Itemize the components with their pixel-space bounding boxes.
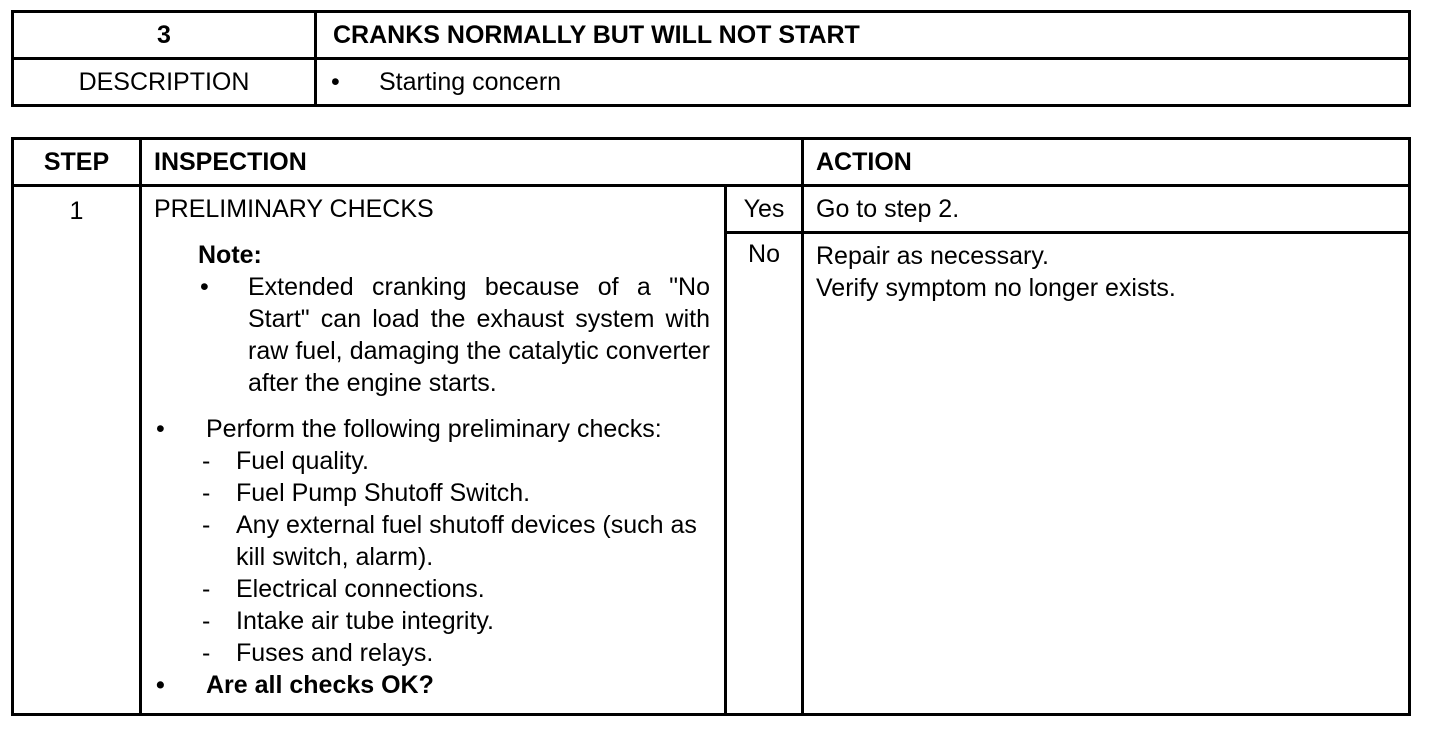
check-dash: - xyxy=(202,574,211,603)
check-item xyxy=(154,509,710,573)
note-block xyxy=(154,239,710,399)
check-item xyxy=(154,605,710,637)
check-text: Intake air tube integrity. xyxy=(236,606,495,635)
check-text: Any external fuel shutoff devices (such as kill switch, alarm). xyxy=(236,510,697,571)
description-label: DESCRIPTION xyxy=(13,59,316,106)
question-text: Are all checks OK? xyxy=(206,670,434,699)
check-item xyxy=(154,445,710,477)
yes-label: Yes xyxy=(726,186,803,233)
check-item xyxy=(154,573,710,605)
yes-action: Go to step 2. xyxy=(803,186,1410,233)
note-item xyxy=(198,271,710,399)
check-dash: - xyxy=(202,606,211,635)
description-cell xyxy=(316,59,1410,106)
no-action-line2: Verify symptom no longer exists. xyxy=(816,274,1176,302)
note-title: Note: xyxy=(198,240,262,269)
question-bullet: • xyxy=(156,670,165,699)
diagnostic-table xyxy=(11,137,1411,716)
step-number: 1 xyxy=(13,186,141,715)
check-dash: - xyxy=(202,510,211,539)
check-text: Fuel quality. xyxy=(236,446,369,475)
check-dash: - xyxy=(202,446,211,475)
note-bullet: • xyxy=(200,272,209,301)
instruction-text: Perform the following preliminary checks: xyxy=(206,414,662,443)
check-item xyxy=(154,477,710,509)
inspection-body xyxy=(141,233,726,715)
check-list xyxy=(154,413,710,701)
check-text: Fuel Pump Shutoff Switch. xyxy=(236,478,531,507)
inspection-title: PRELIMINARY CHECKS xyxy=(141,186,726,233)
check-text: Electrical connections. xyxy=(236,574,485,603)
no-action-line1: Repair as necessary. xyxy=(816,242,1049,270)
no-label: No xyxy=(726,233,803,715)
symptom-header-table xyxy=(11,10,1411,107)
column-header-inspection: INSPECTION xyxy=(141,139,803,186)
instruction-item xyxy=(154,413,710,445)
check-dash: - xyxy=(202,638,211,667)
symptom-title: CRANKS NORMALLY BUT WILL NOT START xyxy=(316,12,1410,59)
column-header-action: ACTION xyxy=(803,139,1410,186)
instruction-bullet: • xyxy=(156,414,165,443)
check-dash: - xyxy=(202,478,211,507)
no-action xyxy=(803,233,1410,715)
description-text: Starting concern xyxy=(379,67,562,96)
question-item xyxy=(154,669,710,701)
check-item xyxy=(154,637,710,669)
note-text: Extended cranking because of a "No Start" can load the exhaust system with raw fuel, damaging the catalytic converter after the engine starts. xyxy=(248,272,710,397)
description-bullet: • xyxy=(331,67,340,96)
column-header-step: STEP xyxy=(13,139,141,186)
check-text: Fuses and relays. xyxy=(236,638,434,667)
symptom-number: 3 xyxy=(13,12,316,59)
